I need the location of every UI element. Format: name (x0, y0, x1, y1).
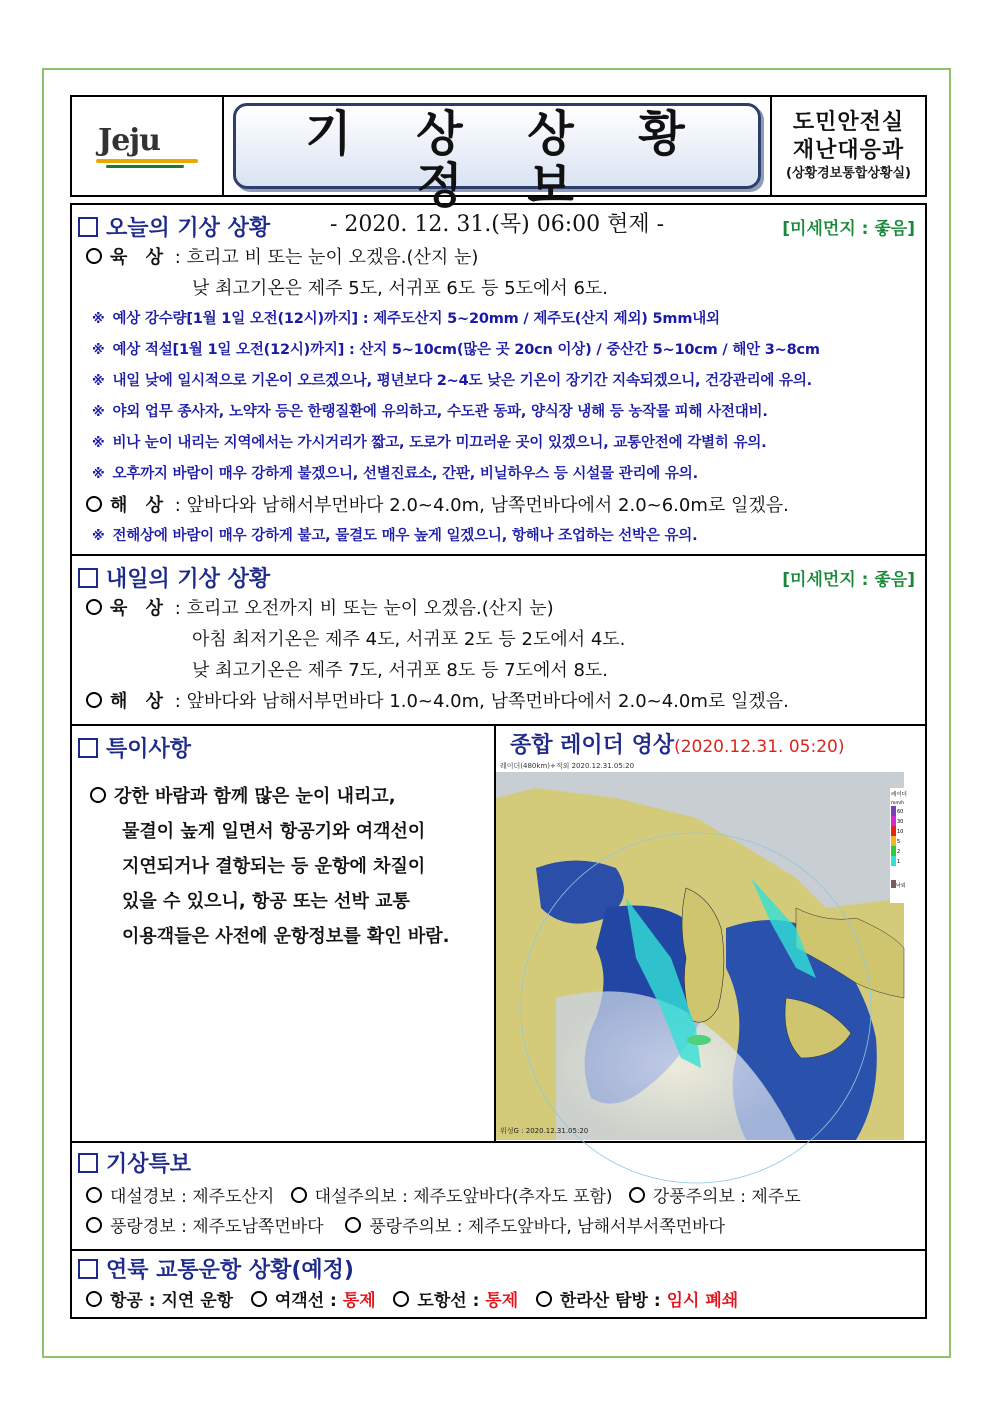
radar-panel (496, 726, 925, 1141)
transport-heading (78, 1253, 354, 1284)
radar-title: 종합 레이더 영상 (510, 733, 675, 758)
checkbox-square-icon (78, 1259, 98, 1279)
tomorrow-header (72, 556, 925, 593)
special-text (78, 763, 494, 954)
jeju-logo (92, 121, 202, 171)
org-division: 재난대응과 (792, 138, 905, 163)
today-sea-label: 해 상 (110, 495, 170, 516)
tomorrow-low-temp: 아침 최저기온은 제주 4도, 서귀포 2도 등 2도에서 4도. (192, 629, 626, 650)
legend-value: 10 (897, 829, 904, 835)
air-label: 항공 : (110, 1291, 162, 1311)
warning-item: 대설주의보 : 제주도앞바다(추자도 포함) (314, 1187, 613, 1207)
today-sea-note (72, 521, 925, 552)
legend-lightning: 낙뢰 (896, 883, 906, 889)
asterism-icon: ※ (92, 343, 105, 358)
today-land-temp: 낮 최고기온은 제주 5도, 서귀포 6도 등 5도에서 6도. (192, 278, 609, 299)
checkbox-square-icon (78, 738, 98, 758)
tomorrow-heading (78, 562, 270, 593)
today-sea-note-text: 전해상에 바람이 매우 강하게 불고, 물결도 매우 높게 일겠으니, 항해나 조업하는 선박은 유의. (112, 528, 698, 544)
circle-bullet-icon (86, 248, 102, 264)
warning-item: 대설경보 : 제주도산지 (110, 1187, 275, 1207)
circle-bullet-icon (86, 1187, 102, 1203)
page-title: 기 상 상 황 정 보 (305, 106, 709, 214)
today-note (72, 428, 925, 459)
today-sea-line (72, 490, 925, 521)
today-note-text: 오후까지 바람이 매우 강하게 불겠으니, 선별진료소, 간판, 비닐하우스 등 시설물 관리에 유의. (112, 466, 698, 482)
special-section (70, 726, 927, 1143)
hallasan-status: 임시 폐쇄 (666, 1291, 739, 1311)
legend-swatch (891, 846, 896, 856)
circle-bullet-icon (393, 1291, 409, 1307)
legend-value: 60 (897, 809, 904, 815)
circle-bullet-icon (629, 1187, 645, 1203)
tomorrow-sea-line (72, 686, 925, 717)
warnings-row-2 (72, 1212, 925, 1242)
special-line: 물결이 높게 일면서 항공기와 여객선이 (122, 821, 426, 842)
logo-swoosh-yellow (96, 159, 198, 163)
warning-item: 강풍주의보 : 제주도 (652, 1187, 801, 1207)
island-ferry-label: 도항선 : (417, 1291, 486, 1311)
legend-unit: mm/h (891, 801, 905, 806)
asterism-icon: ※ (92, 405, 105, 420)
legend-swatch (891, 856, 896, 866)
circle-bullet-icon (536, 1291, 552, 1307)
warning-item: 풍랑경보 : 제주도남쪽먼바다 (110, 1217, 324, 1237)
today-sea-text: : 앞바다와 남해서부먼바다 2.0~4.0m, 남쪽먼바다에서 2.0~6.0m로 일겠음. (174, 495, 789, 516)
special-heading-text: 특이사항 (106, 737, 192, 762)
logo-cell (72, 97, 224, 195)
circle-bullet-icon (90, 787, 106, 803)
today-land-text: : 흐리고 비 또는 눈이 오겠음.(산지 눈) (174, 247, 479, 268)
today-section (70, 203, 927, 556)
radar-heading (510, 728, 845, 759)
page-subtitle: - 2020. 12. 31.(목) 06:00 현제 - (329, 212, 665, 237)
jeju-island-echo (687, 1035, 711, 1045)
tomorrow-dust: [미세먼지 : 좋음] (782, 570, 915, 590)
special-line: 지연되거나 결항되는 등 운항에 차질이 (122, 856, 426, 877)
transport-header (72, 1251, 925, 1284)
today-dust: [미세먼지 : 좋음] (782, 219, 915, 239)
transport-section (70, 1251, 927, 1319)
asterism-icon: ※ (92, 312, 105, 327)
tomorrow-land-line (72, 593, 925, 624)
asterism-icon: ※ (92, 436, 105, 451)
warning-item: 풍랑주의보 : 제주도앞바다, 남해서부서쪽먼바다 (369, 1217, 726, 1237)
legend-value: 5 (897, 839, 901, 845)
transport-row (72, 1284, 925, 1316)
checkbox-square-icon (78, 568, 98, 588)
circle-bullet-icon (345, 1217, 361, 1233)
today-note-text: 내일 낮에 일시적으로 기온이 오르겠으나, 평년보다 2~4도 낮은 기온이 장기간 지속되겠으니, 건강관리에 유의. (112, 373, 812, 389)
legend-value: 30 (897, 819, 904, 825)
logo-swoosh-green (106, 165, 184, 168)
warnings-heading-text: 기상특보 (106, 1152, 192, 1177)
circle-bullet-icon (291, 1187, 307, 1203)
title-cell (224, 97, 772, 237)
checkbox-square-icon (78, 217, 98, 237)
circle-bullet-icon (86, 496, 102, 512)
org-office: (상황경보통합상황실) (786, 166, 911, 181)
warnings-heading (78, 1147, 191, 1178)
ferry-status: 통제 (342, 1291, 376, 1311)
radar-satellite-image (496, 758, 907, 1140)
bulletin (70, 95, 927, 1319)
tomorrow-sea-label: 해 상 (110, 691, 170, 712)
special-notes (72, 726, 496, 1141)
warnings-row-1 (72, 1178, 925, 1212)
special-line: 이용객들은 사전에 운항정보를 확인 바람. (122, 926, 450, 947)
island-ferry-status: 통제 (485, 1291, 519, 1311)
legend-swatch (891, 826, 896, 836)
legend-swatch (891, 816, 896, 826)
warnings-section (70, 1143, 927, 1251)
circle-bullet-icon (86, 1217, 102, 1233)
today-land-label: 육 상 (110, 247, 170, 268)
radar-caption-bottom: 위성G : 2020.12.31.05:20 (500, 1127, 589, 1135)
today-heading (78, 211, 270, 242)
today-note-text: 비나 눈이 내리는 지역에서는 가시거리가 짧고, 도로가 미끄러운 곳이 있겠으니, 교통안전에 각별히 유의. (112, 435, 767, 451)
tomorrow-heading-text: 내일의 기상 상황 (106, 567, 271, 592)
circle-bullet-icon (86, 1291, 102, 1307)
legend-swatch (891, 806, 896, 816)
today-note-text: 야외 업무 종사자, 노약자 등은 한랭질환에 유의하고, 수도관 동파, 양식장 냉해 등 농작물 피해 사전대비. (112, 404, 768, 420)
tomorrow-sea-text: : 앞바다와 남해서부먼바다 1.0~4.0m, 남쪽먼바다에서 2.0~4.0m로 일겠음. (174, 691, 789, 712)
title-box (233, 103, 761, 237)
today-note (72, 366, 925, 397)
legend-value: 1 (897, 859, 901, 865)
asterism-icon: ※ (92, 374, 105, 389)
circle-bullet-icon (86, 599, 102, 615)
today-note-text: 예상 강수량[1월 1일 오전(12시)까지] : 제주도산지 5~20mm / 제주도(산지 제외) 5mm내외 (112, 311, 720, 327)
today-heading-text: 오늘의 기상 상황 (106, 216, 271, 241)
warnings-header (72, 1143, 925, 1178)
circle-bullet-icon (86, 692, 102, 708)
checkbox-square-icon (78, 1153, 98, 1173)
ferry-label: 여객선 : (274, 1291, 343, 1311)
hallasan-label: 한라산 탐방 : (559, 1291, 667, 1311)
special-line-text: 강한 바람과 함께 많은 눈이 내리고, (114, 786, 396, 807)
today-note (72, 397, 925, 428)
radar-datetime: (2020.12.31. 05:20) (674, 737, 845, 757)
today-note (72, 459, 925, 490)
today-note-text: 예상 적설[1월 1일 오전(12시)까지] : 산지 5~10cm(많은 곳 20cn 이상) / 중산간 5~10cm / 해안 3~8cm (112, 342, 820, 358)
special-line: 있을 수 있으니, 항공 또는 선박 교통 (122, 891, 410, 912)
circle-bullet-icon (251, 1291, 267, 1307)
special-heading (78, 732, 494, 763)
today-note (72, 335, 925, 366)
today-land-line (72, 242, 925, 273)
legend-title: 레이더 (891, 792, 907, 798)
special-line (90, 779, 484, 814)
org-cell (772, 97, 925, 195)
legend-swatch (891, 836, 896, 846)
asterism-icon: ※ (92, 467, 105, 482)
transport-heading-text: 연륙 교통운항 상황(예정) (106, 1258, 354, 1283)
tomorrow-land-label: 육 상 (110, 598, 170, 619)
logo-text: Jeju (98, 123, 160, 158)
legend-value: 2 (897, 849, 901, 855)
asterism-icon: ※ (92, 529, 105, 544)
org-dept: 도민안전실 (792, 110, 905, 135)
air-status: 지연 운항 (161, 1291, 234, 1311)
radar-caption-top: 레이더(480km)+적외 2020.12.31.05:20 (500, 762, 635, 770)
today-note (72, 304, 925, 335)
tomorrow-section (70, 556, 927, 726)
tomorrow-land-text: : 흐리고 오전까지 비 또는 눈이 오겠음.(산지 눈) (174, 598, 554, 619)
tomorrow-high-temp: 낮 최고기온은 제주 7도, 서귀포 8도 등 7도에서 8도. (192, 660, 609, 681)
